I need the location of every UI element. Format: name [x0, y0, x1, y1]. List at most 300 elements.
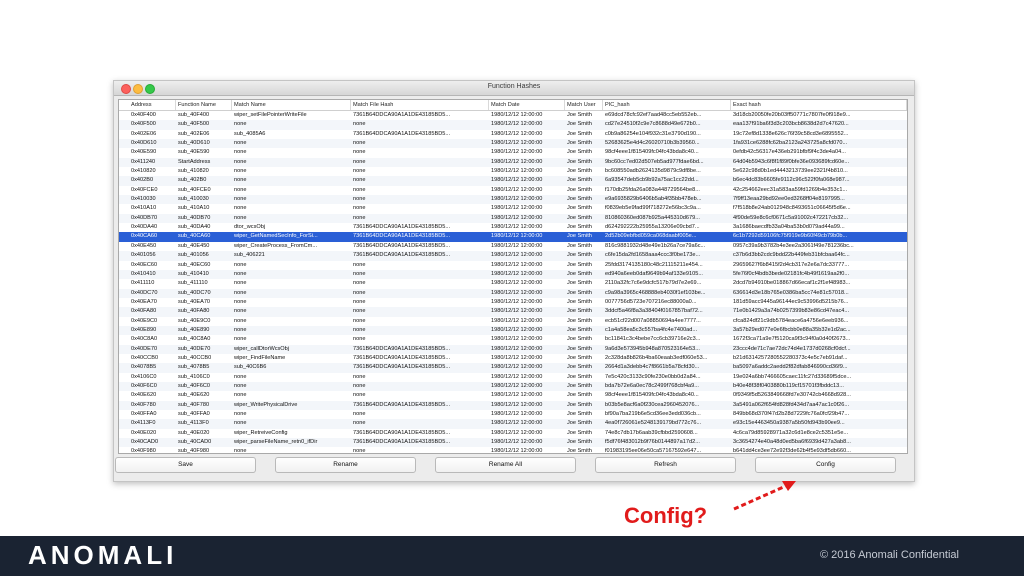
cell-address: 0x401056 — [131, 252, 156, 259]
cell-pic-hash: 4ea0f726061e5248139179bd772c76... — [605, 420, 702, 427]
cell-match-name: wiper_parseFileName_retn0_ifDir — [234, 439, 318, 446]
cell-match-file-hash: none — [353, 168, 366, 175]
cell-address: 0x4106C0 — [131, 373, 157, 380]
cell-exact-hash: cfca824df21c9db5784eace6a4756e6eeb936... — [733, 317, 849, 324]
cell-function-name: sub_40F400 — [178, 112, 210, 118]
cell-match-date: 1980/12/12 12:00:00 — [491, 280, 543, 287]
cell-pic-hash: ed940a6eeb0daf9649b94af133e9105... — [605, 270, 703, 277]
cell-exact-hash: 1fa931ce6288fc62ba2123a243725a8cfd070... — [733, 140, 848, 147]
cell-match-user: Joe Smith — [567, 326, 592, 333]
cell-match-name: none — [234, 448, 247, 454]
refresh-button[interactable]: Refresh — [595, 457, 736, 473]
cell-address: 0x40E020 — [131, 429, 157, 436]
cell-match-file-hash: 7361B64DDCA90A1A1DE43185BD5... — [353, 364, 451, 371]
cell-function-name: sub_40FA80 — [178, 308, 210, 315]
cell-address: 0x40CA60 — [131, 233, 158, 240]
table-row[interactable] — [119, 223, 907, 232]
table-row[interactable] — [119, 298, 907, 307]
cell-function-name: sub_40FFA0 — [178, 411, 210, 417]
config-callout-label: Config? — [624, 503, 708, 528]
cell-match-file-hash: none — [353, 121, 366, 128]
rename-all-button[interactable]: Rename All — [435, 457, 576, 473]
cell-match-date: 1980/12/12 12:00:00 — [491, 242, 543, 249]
cell-address: 0x40E9C0 — [131, 317, 158, 324]
cell-pic-hash: 3ddcf5a46f8a3a38404f0167857baf72... — [605, 308, 703, 315]
cell-address: 0x410A10 — [131, 205, 157, 212]
cell-match-name: none — [234, 270, 247, 277]
cell-match-user: Joe Smith — [567, 439, 592, 446]
cell-exact-hash: 71e0b1429a3a74b0257399b83e86cd47eac4... — [733, 308, 850, 315]
cell-match-name: none — [234, 177, 247, 184]
cell-function-name: sub_4113F0 — [178, 420, 209, 427]
table-row[interactable] — [119, 176, 907, 185]
cell-address: 0x40FCE0 — [131, 186, 158, 193]
column-header-exact-hash[interactable]: Exact hash — [731, 100, 907, 110]
rename-button[interactable]: Rename — [275, 457, 416, 473]
cell-address: 0x40DE70 — [131, 345, 158, 352]
cell-pic-hash: 2110a32fc7c6e9dcfc517b79d7e2e69... — [605, 280, 702, 287]
cell-address: 0x40EA70 — [131, 298, 157, 305]
cell-exact-hash: 1672f3ca71a9e7f5120ca9f3c94f0a0d40f2673... — [733, 336, 851, 343]
cell-match-name: none — [234, 298, 247, 305]
column-header-match-name[interactable]: Match Name — [232, 100, 351, 110]
cell-exact-hash: b6ec4dc83b6605fe9112c96c522f0fa068e987... — [733, 177, 850, 184]
cell-function-name: sub_401056 — [178, 252, 209, 259]
cell-match-date: 1980/12/12 12:00:00 — [491, 298, 543, 305]
cell-address: 0x40F980 — [131, 448, 156, 454]
cell-exact-hash: 5e622c98d0b1ed4443213739ee2321f4b810... — [733, 168, 848, 175]
cell-exact-hash: f7f518b8e24ab012948c8493651c06645f5d6e... — [733, 205, 851, 212]
cell-match-file-hash: none — [353, 205, 366, 212]
column-header-match-date[interactable]: Match Date — [489, 100, 565, 110]
cell-pic-hash: 9a6d3e573945b948a870523164e53... — [605, 345, 700, 352]
table-row[interactable] — [119, 158, 907, 167]
cell-match-user: Joe Smith — [567, 270, 592, 277]
cell-match-date: 1980/12/12 12:00:00 — [491, 411, 543, 417]
cell-match-date: 1980/12/12 12:00:00 — [491, 214, 543, 221]
cell-exact-hash: 3a5491a062f654fd828fd434d7aa47ac1c0f26... — [733, 401, 850, 408]
anomali-logo: ANOMALI — [28, 540, 178, 570]
config-button[interactable]: Config — [755, 457, 896, 473]
cell-match-user: Joe Smith — [567, 242, 592, 249]
cell-function-name: StartAddress — [178, 158, 211, 165]
cell-match-date: 1980/12/12 12:00:00 — [491, 354, 543, 361]
cell-address: 0x40DA40 — [131, 224, 158, 231]
cell-match-date: 1980/12/12 12:00:00 — [491, 140, 543, 147]
cell-exact-hash: ba5097a6addc2aedd2f82dfab846990cd36f9... — [733, 364, 848, 371]
cell-match-name: none — [234, 158, 247, 165]
cell-match-name: none — [234, 196, 247, 203]
cell-match-date: 1980/12/12 12:00:00 — [491, 224, 543, 231]
cell-function-name: sub_40E020 — [178, 429, 210, 436]
cell-function-name: sub_40E9C0 — [178, 317, 211, 324]
cell-match-file-hash: none — [353, 158, 366, 165]
cell-match-name: none — [234, 168, 247, 175]
cell-function-name: sub_40F6C0 — [178, 382, 211, 389]
title-bar[interactable] — [114, 81, 914, 96]
table-row[interactable] — [119, 279, 907, 288]
cell-function-name: sub_40F780 — [178, 401, 210, 408]
cell-address: 0x40FFA0 — [131, 411, 157, 417]
cell-exact-hash: 181d59acc9445a96144ec9c53996d5215b76... — [733, 298, 849, 305]
cell-match-user: Joe Smith — [567, 336, 592, 343]
cell-match-user: Joe Smith — [567, 158, 592, 165]
cell-exact-hash: b641dd4ce3ee72e92f3de62b4f5e93df5db660... — [733, 448, 851, 454]
cell-address: 0x410820 — [131, 168, 156, 175]
table-row[interactable] — [119, 270, 907, 279]
table-row[interactable] — [119, 261, 907, 270]
cell-match-file-hash: none — [353, 420, 366, 427]
cell-exact-hash: 5fe76f0cf4bdb3bede02181fc4b49f1619aa2f0... — [733, 270, 850, 277]
cell-pic-hash: d624292222b25955a13206e09cbd7... — [605, 224, 700, 231]
cell-pic-hash: c0b9a86254e104f932c31e3790d190... — [605, 130, 701, 137]
cell-exact-hash: 42c254662eec31a583aa59fd1269b4e353c1... — [733, 186, 848, 193]
cell-match-date: 1980/12/12 12:00:00 — [491, 252, 543, 259]
cell-match-user: Joe Smith — [567, 354, 592, 361]
cell-match-date: 1980/12/12 12:00:00 — [491, 439, 543, 446]
cell-exact-hash: eaa137f91ba6f3d3c203bcb8638d2d7c47620... — [733, 121, 849, 128]
cell-match-user: Joe Smith — [567, 140, 592, 147]
cell-match-file-hash: none — [353, 214, 366, 221]
cell-function-name: sub_40E590 — [178, 149, 210, 156]
cell-match-file-hash: 7361B64DDCA90A1A1DE43185BD5... — [353, 345, 451, 352]
cell-exact-hash: 3a1686baecdfb33a04ba53b0d079ad44a99... — [733, 224, 845, 231]
table-row[interactable] — [119, 167, 907, 176]
cell-exact-hash: e93c15e4463450a9387a5b50fd943b90ee9... — [733, 420, 845, 427]
cell-match-name: none — [234, 392, 247, 399]
cell-match-user: Joe Smith — [567, 196, 592, 203]
cell-match-user: Joe Smith — [567, 130, 592, 137]
cell-match-user: Joe Smith — [567, 214, 592, 221]
cell-match-file-hash: 7361B64DDCA90A1A1DE43185BD5... — [353, 130, 451, 137]
table-row[interactable] — [119, 382, 907, 391]
cell-function-name: sub_402B0 — [178, 177, 207, 184]
cell-exact-hash: 0efdb42c56317e436eb291bfbf9f4c3de4a04... — [733, 149, 846, 156]
cell-match-user: Joe Smith — [567, 345, 592, 352]
table-row[interactable] — [119, 139, 907, 148]
cell-address: 0x40E620 — [131, 392, 157, 399]
table-body — [119, 111, 907, 454]
column-header-match-user[interactable]: Match User — [565, 100, 603, 110]
cell-function-name: sub_410410 — [178, 270, 209, 277]
cell-exact-hash: 6c1b7292d59106fc75f919e9b60f49cb79b0b... — [733, 233, 848, 240]
cell-match-file-hash: none — [353, 448, 366, 454]
table-row[interactable] — [119, 148, 907, 157]
cell-match-user: Joe Smith — [567, 112, 592, 118]
cell-function-name: sub_4106C0 — [178, 373, 210, 380]
cell-pic-hash: 7e5c420c3133c90fe230e0bb0d2a84... — [605, 373, 701, 380]
cell-match-name: none — [234, 261, 247, 268]
cell-address: 0x40F400 — [131, 112, 156, 118]
cell-function-name: sub_40DB70 — [178, 214, 211, 221]
cell-match-name: none — [234, 382, 247, 389]
table-row[interactable] — [119, 195, 907, 204]
cell-match-date: 1980/12/12 12:00:00 — [491, 130, 543, 137]
cell-match-name: none — [234, 308, 247, 315]
table-row[interactable] — [119, 401, 907, 410]
footer-bar — [0, 536, 1024, 576]
cell-pic-hash: b03b5e8acf6a0f230cea2960452076... — [605, 401, 700, 408]
cell-address: 0x40F6C0 — [131, 382, 157, 389]
cell-exact-hash: 0f9349f5d5263849668fd7e30742cb4668d928... — [733, 392, 851, 399]
cell-address: 0x40CAD0 — [131, 439, 159, 446]
callout-arrow-icon — [730, 475, 810, 515]
cell-address: 0x40E450 — [131, 242, 157, 249]
cell-match-file-hash: 7361B64DDCA90A1A1DE43185BD5... — [353, 252, 451, 259]
cell-match-date: 1980/12/12 12:00:00 — [491, 448, 543, 454]
table-row[interactable] — [119, 289, 907, 298]
cell-pic-hash: cd27e24510f2c9e7c8688d49e672b0... — [605, 121, 701, 128]
table-row[interactable] — [119, 130, 907, 139]
table-row[interactable] — [119, 373, 907, 382]
cell-match-name: none — [234, 411, 247, 417]
cell-function-name: sub_40F500 — [178, 121, 210, 128]
cell-match-file-hash: none — [353, 177, 366, 184]
cell-match-name: none — [234, 289, 247, 296]
table-row[interactable] — [119, 307, 907, 316]
cell-match-user: Joe Smith — [567, 280, 592, 287]
cell-match-date: 1980/12/12 12:00:00 — [491, 186, 543, 193]
cell-match-name: none — [234, 336, 247, 343]
cell-match-file-hash: none — [353, 149, 366, 156]
column-header-pic-hash[interactable]: PIC_hash — [603, 100, 731, 110]
cell-match-name: wiper_GetNamedSecInfo_ForSi... — [234, 233, 318, 240]
window-title: Function Hashes — [487, 83, 541, 90]
cell-match-file-hash: none — [353, 298, 366, 305]
cell-address: 0x40E590 — [131, 149, 157, 156]
cell-match-file-hash: none — [353, 392, 366, 399]
cell-function-name: sub_40FCE0 — [178, 186, 211, 193]
cell-match-date: 1980/12/12 12:00:00 — [491, 420, 543, 427]
cell-match-user: Joe Smith — [567, 382, 592, 389]
cell-match-user: Joe Smith — [567, 308, 592, 315]
cell-match-name: none — [234, 280, 247, 287]
cell-match-name: none — [234, 373, 247, 380]
cell-exact-hash: 3d18cb20050fe20b03ff50771c7807fe0f918e9... — [733, 112, 851, 118]
cell-function-name: sub_40CCB0 — [178, 354, 212, 361]
cell-match-date: 1980/12/12 12:00:00 — [491, 168, 543, 175]
cell-address: 0x402B0 — [131, 177, 154, 184]
cell-match-date: 1980/12/12 12:00:00 — [491, 382, 543, 389]
table-row[interactable] — [119, 419, 907, 428]
cell-match-name: none — [234, 420, 247, 427]
table-row[interactable] — [119, 354, 907, 363]
cell-match-date: 1980/12/12 12:00:00 — [491, 205, 543, 212]
cell-match-user: Joe Smith — [567, 420, 592, 427]
cell-match-file-hash: none — [353, 382, 366, 389]
cell-address: 0x40F780 — [131, 401, 156, 408]
cell-exact-hash: 7f9ff13eaa29bd92ee0ed3268ff04e8197995... — [733, 196, 845, 203]
cell-function-name: sub_40E890 — [178, 326, 210, 333]
cell-match-file-hash: 7361B64DDCA90A1A1DE43185BD5... — [353, 112, 451, 118]
cell-address: 0x40D610 — [131, 140, 157, 147]
cell-exact-hash: 4c6ca79d85928971a32c6d1e8ce2c5351e5e... — [733, 429, 849, 436]
cell-match-date: 1980/12/12 12:00:00 — [491, 112, 543, 118]
cell-pic-hash: bc608550adb2624135d9879c9df8be... — [605, 168, 701, 175]
cell-pic-hash: 6a93547deb5cb9b92a75ac1cc22dd... — [605, 177, 699, 184]
cell-match-date: 1980/12/12 12:00:00 — [491, 158, 543, 165]
cell-address: 0x40E890 — [131, 326, 157, 333]
cell-match-user: Joe Smith — [567, 149, 592, 156]
cell-exact-hash: 849bb68d370f47d2b28d7229fc76a0fcf29b47... — [733, 411, 850, 417]
cell-exact-hash: 19c72ef8d1338e626c76f39c58cd3e6895552... — [733, 130, 849, 137]
cell-address: 0x40DC70 — [131, 289, 158, 296]
cell-match-name: none — [234, 140, 247, 147]
table-row[interactable] — [119, 317, 907, 326]
column-header-match-file-hash[interactable]: Match File Hash — [351, 100, 489, 110]
cell-pic-hash: c6fe15da2fd1658aaa4ccc3f0be173e... — [605, 252, 701, 259]
cell-match-user: Joe Smith — [567, 429, 592, 436]
cell-match-user: Joe Smith — [567, 289, 592, 296]
save-button[interactable]: Save — [115, 457, 256, 473]
cell-match-file-hash: 7361B64DDCA90A1A1DE43185BD5... — [353, 401, 451, 408]
cell-exact-hash: 3a57b29ed077e0e6fbcbb0e88a35b32e1d2ac... — [733, 326, 851, 333]
cell-match-user: Joe Smith — [567, 233, 592, 240]
cell-match-file-hash: none — [353, 196, 366, 203]
cell-exact-hash: 4f90de59e8c6cf0671c5a91002c472217cb32... — [733, 214, 849, 221]
cell-exact-hash: 19e024a6bb7466605caec11fc27d33689f5dce... — [733, 373, 852, 380]
cell-match-date: 1980/12/12 12:00:00 — [491, 308, 543, 315]
cell-match-name: none — [234, 186, 247, 193]
cell-function-name: sub_40DA40 — [178, 224, 211, 231]
cell-pic-hash: f170db25fda26a083a448729564be8... — [605, 186, 700, 193]
cell-function-name: sub_40C8A0 — [178, 336, 211, 343]
cell-exact-hash: 2dcd7b94910be018867d66ecaf1c2f1ef48983... — [733, 280, 851, 287]
table-row[interactable] — [119, 111, 907, 120]
cell-address: 0x410410 — [131, 270, 156, 277]
cell-pic-hash: c1a4a58ea5c3c557ba4fc4e7400ad... — [605, 326, 698, 333]
table-row[interactable] — [119, 335, 907, 344]
copyright-text: © 2016 Anomali Confidential — [820, 549, 959, 561]
cell-function-name: sub_40EC60 — [178, 261, 211, 268]
cell-match-date: 1980/12/12 12:00:00 — [491, 364, 543, 371]
cell-exact-hash: 0957c39a9b3782b4e3ee2a3061f49e781236bc... — [733, 242, 854, 249]
cell-match-name: wiper_CreateProcess_FromCm... — [234, 242, 317, 249]
cell-match-name: none — [234, 326, 247, 333]
column-header-address[interactable]: Address — [119, 100, 176, 110]
table-row[interactable] — [119, 410, 907, 419]
cell-match-file-hash: 7361B64DDCA90A1A1DE43185BD5... — [353, 429, 451, 436]
cell-address: 0x40C8A0 — [131, 336, 158, 343]
table-row[interactable] — [119, 438, 907, 447]
cell-match-user: Joe Smith — [567, 177, 592, 184]
cell-function-name: sub_40CA60 — [178, 233, 211, 240]
column-header-function-name[interactable]: Function Name — [176, 100, 232, 110]
cell-pic-hash: c9a98a3965c468888eb4030f1ef103be... — [605, 289, 706, 296]
table-row[interactable] — [119, 186, 907, 195]
cell-match-file-hash: none — [353, 280, 366, 287]
cell-match-file-hash: none — [353, 289, 366, 296]
table-row[interactable] — [119, 363, 907, 372]
cell-pic-hash: f0839eb5e9fad99f718272e56bc3c9a... — [605, 205, 701, 212]
cell-address: 0x40F500 — [131, 121, 156, 128]
cell-match-file-hash: none — [353, 261, 366, 268]
cell-match-date: 1980/12/12 12:00:00 — [491, 373, 543, 380]
cell-function-name: sub_40F980 — [178, 448, 210, 454]
cell-exact-hash: b21d6314257280552280373c4e5c7eb91daf... — [733, 354, 848, 361]
cell-pic-hash: e9a6935829b6406b5ab4f35bb478eb... — [605, 196, 702, 203]
cell-address: 0x4078B5 — [131, 364, 157, 371]
function-hashes-window — [113, 80, 915, 482]
cell-address: 0x40DB70 — [131, 214, 158, 221]
table-row[interactable] — [119, 391, 907, 400]
cell-pic-hash: ecb51cf22d007a08850694a4ee7777... — [605, 317, 701, 324]
cell-exact-hash: 23ccc4de71c7ae72dc74d4e1737d0268cf0dcf... — [733, 345, 851, 352]
cell-match-date: 1980/12/12 12:00:00 — [491, 177, 543, 184]
cell-exact-hash: 64d04b5943c6f8f1f89f0bfe36e093689fcd60e... — [733, 158, 850, 165]
cell-match-date: 1980/12/12 12:00:00 — [491, 149, 543, 156]
cell-match-date: 1980/12/12 12:00:00 — [491, 345, 543, 352]
cell-match-name: none — [234, 205, 247, 212]
cell-match-user: Joe Smith — [567, 411, 592, 417]
table-row[interactable] — [119, 120, 907, 129]
cell-address: 0x410030 — [131, 196, 156, 203]
cell-match-user: Joe Smith — [567, 205, 592, 212]
cell-match-name: wiper_setFilePointerWriteFile — [234, 112, 307, 118]
cell-match-date: 1980/12/12 12:00:00 — [491, 270, 543, 277]
cell-pic-hash: 816c9881932d48e49e1b26a7ce79a6c... — [605, 242, 706, 249]
cell-pic-hash: 52683625e4d4c26020710b3b39560... — [605, 140, 700, 147]
cell-function-name: sub_411110 — [178, 280, 208, 287]
table-row[interactable] — [119, 204, 907, 213]
cell-pic-hash: 98cf4eee1f815409fc04fc43bda8c40... — [605, 149, 699, 156]
table-row[interactable] — [119, 251, 907, 260]
cell-match-file-hash: 7361B64DDCA90A1A1DE43185BD5... — [353, 439, 451, 446]
cell-match-file-hash: none — [353, 270, 366, 277]
table-header — [119, 100, 907, 111]
cell-exact-hash: 636614d3e18b765e0386ba5cc74e81c57018... — [733, 289, 849, 296]
cell-match-name: none — [234, 317, 247, 324]
table-row[interactable] — [119, 242, 907, 251]
cell-function-name: sub_40DE70 — [178, 345, 211, 352]
cell-pic-hash: f01983195ee06e50ca57167592e647... — [605, 448, 702, 454]
cell-match-date: 1980/12/12 12:00:00 — [491, 196, 543, 203]
cell-match-date: 1980/12/12 12:00:00 — [491, 401, 543, 408]
cell-pic-hash: bf90a7ba219b6e5cd36ee3edd036cb... — [605, 411, 701, 417]
cell-match-date: 1980/12/12 12:00:00 — [491, 317, 543, 324]
table-row-selected[interactable] — [119, 232, 907, 241]
cell-match-user: Joe Smith — [567, 168, 592, 175]
cell-match-date: 1980/12/12 12:00:00 — [491, 336, 543, 343]
cell-match-user: Joe Smith — [567, 317, 592, 324]
cell-match-user: Joe Smith — [567, 392, 592, 399]
hash-table[interactable] — [118, 99, 908, 454]
table-row[interactable] — [119, 345, 907, 354]
table-row[interactable] — [119, 447, 907, 454]
cell-exact-hash: c37b6d3bb2cdc9bdd22b449feb31bfcbaa64fc... — [733, 252, 850, 259]
cell-match-file-hash: none — [353, 140, 366, 147]
cell-pic-hash: 2c328da8b826b4ba60eaab3edf060e53... — [605, 354, 708, 361]
cell-match-user: Joe Smith — [567, 261, 592, 268]
cell-match-file-hash: none — [353, 308, 366, 315]
cell-function-name: sub_410A10 — [178, 205, 210, 212]
cell-function-name: sub_410820 — [178, 168, 209, 175]
cell-address: 0x40EC60 — [131, 261, 158, 268]
cell-pic-hash: e69dcd78cfc92ef7aad48cc5eb552eb... — [605, 112, 702, 118]
cell-match-user: Joe Smith — [567, 448, 592, 454]
cell-address: 0x411240 — [131, 158, 156, 165]
table-row[interactable] — [119, 326, 907, 335]
table-row[interactable] — [119, 429, 907, 438]
table-row[interactable] — [119, 214, 907, 223]
cell-match-file-hash: none — [353, 317, 366, 324]
cell-match-user: Joe Smith — [567, 121, 592, 128]
cell-function-name: sub_40DC70 — [178, 289, 211, 296]
cell-function-name: sub_40D610 — [178, 140, 210, 147]
cell-match-name: wiper_FindFileName — [234, 354, 286, 361]
cell-match-user: Joe Smith — [567, 298, 592, 305]
cell-pic-hash: 98cf4eee1f815409fc04fc43bda8c40... — [605, 392, 699, 399]
